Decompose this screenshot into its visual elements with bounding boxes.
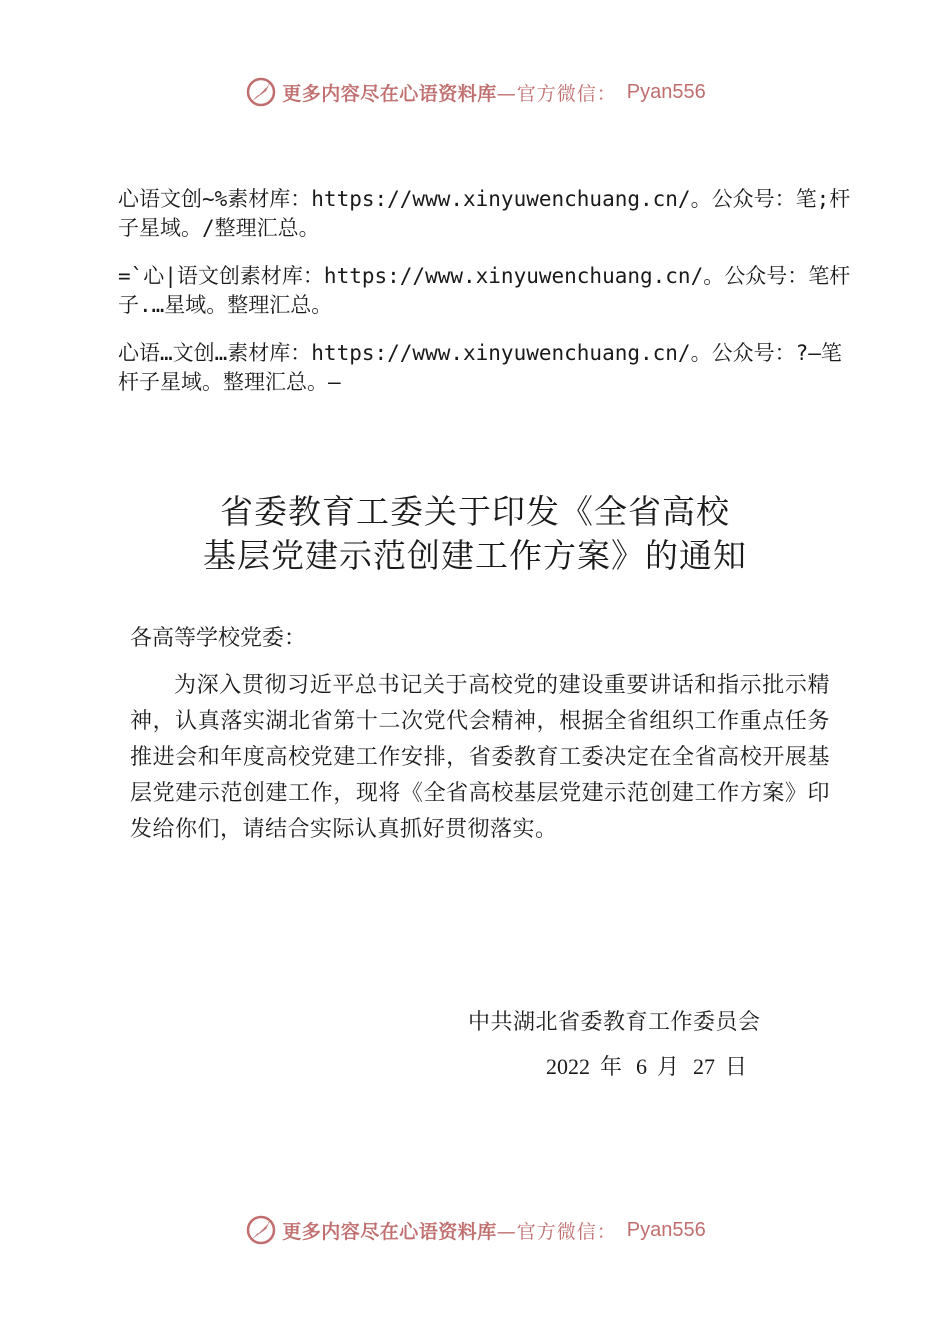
footer-brand-banner [0,1210,950,1250]
signer: 中共湖北省委教育工作委员会 [468,1010,761,1035]
brand-wechat-id: Pyan556 [626,80,706,103]
title-line-2: 基层党建示范创建工作方案》的通知 [203,536,747,575]
date-month: 6 [636,1054,648,1079]
brand-wechat-label: —官方微信： [496,1220,617,1243]
date-day-unit: 日 [725,1054,748,1079]
brand-wechat-id: Pyan556 [626,1218,706,1241]
watermark-text-3: 心语…文创…素材库：https://www.xinyuwenchuang.cn/。公众号：?—笔杆子星域。整理汇总。— [118,341,842,394]
body-paragraph: 为深入贯彻习近平总书记关于高校党的建设重要讲话和指示批示精神，认真落实湖北省第十二次党代会精神，根据全省组织工作重点任务推进会和年度高校党建工作安排，省委教育工委决定在全省高校开展基层党建示范创建工作，现将《全省高校基层党建示范创建工作方案》印发给你们，请结合实际认真抓好贯彻落实。 [130,673,830,842]
date-year-unit: 年 [600,1054,623,1079]
header-brand-banner [0,72,950,112]
document-date [546,1050,747,1084]
brand-main-text: 更多内容尽在心语资料库 [282,82,497,105]
date-day: 27 [693,1054,716,1079]
date-year: 2022 [546,1054,590,1079]
brand-wechat-label: —官方微信： [496,82,617,105]
title-line-1: 省委教育工委关于印发《全省高校 [220,492,730,531]
date-month-unit: 月 [657,1054,680,1079]
watermark-text-1: 心语文创~%素材库：https://www.xinyuwenchuang.cn/。公众号：笔;杆子星域。/整理汇总。 [118,187,851,240]
document-title [0,490,950,578]
watermark-text-2: =`心|语文创素材库：https://www.xinyuwenchuang.cn/。公众号：笔杆子.…星域。整理汇总。 [118,264,851,317]
brand-main-text: 更多内容尽在心语资料库 [282,1220,497,1243]
quill-logo-icon [244,1213,278,1247]
quill-logo-icon [244,75,278,109]
salutation: 各高等学校党委： [130,626,307,651]
